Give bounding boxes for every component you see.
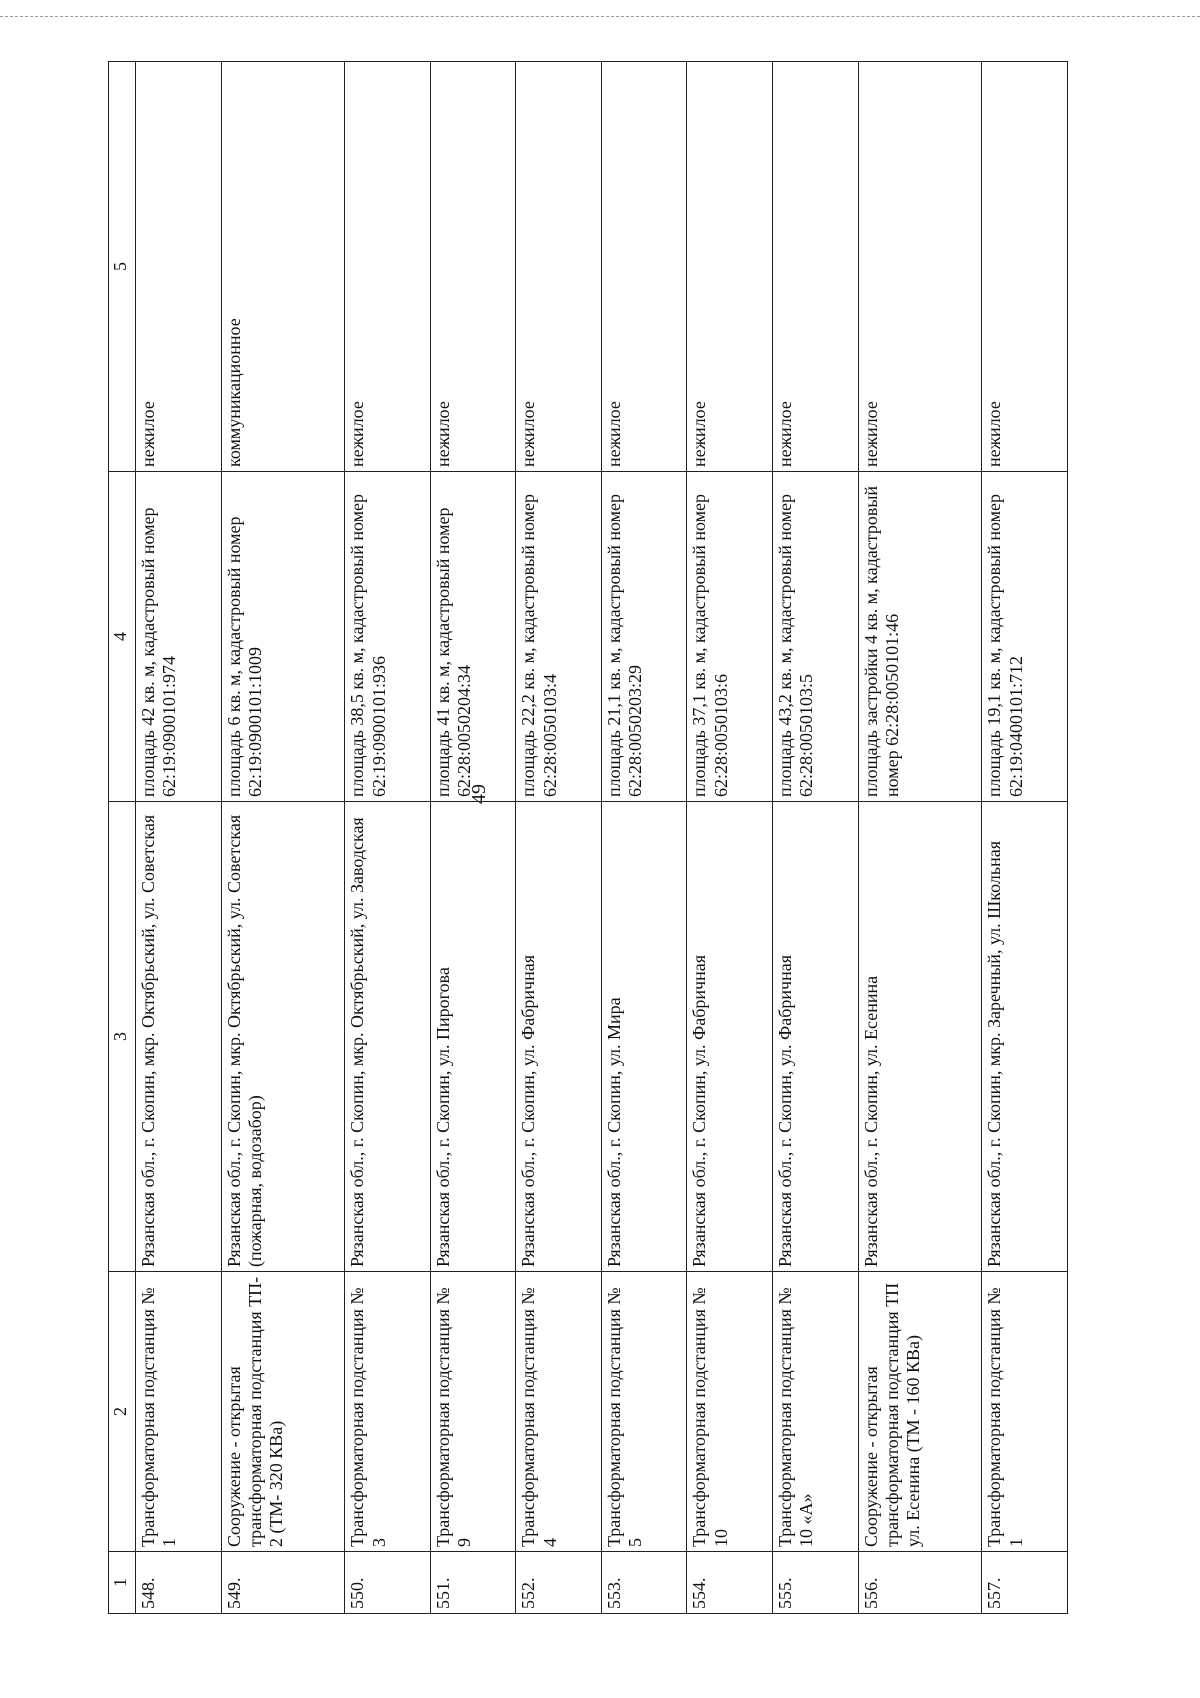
object-name: Трансформаторная подстанция № 1 xyxy=(982,1272,1068,1552)
object-details: площадь 37,1 кв. м, кадастровый номер 62:28:0050103:6 xyxy=(687,472,773,802)
column-header-4: 4 xyxy=(109,472,136,802)
object-name: Трансформаторная подстанция № 10 xyxy=(687,1272,773,1552)
object-address: Рязанская обл., г. Скопин, мкр. Октябрьский, ул. Советская (пожарная, водозабор) xyxy=(221,802,345,1272)
table-row xyxy=(430,62,516,1614)
object-type: нежилое xyxy=(773,62,859,472)
row-number: 555. xyxy=(773,1552,859,1614)
object-name: Трансформаторная подстанция № 5 xyxy=(601,1272,687,1552)
object-address: Рязанская обл., г. Скопин, ул. Фабричная xyxy=(516,802,602,1272)
row-number: 556. xyxy=(858,1552,982,1614)
table-header-row xyxy=(109,62,136,1614)
object-type: нежилое xyxy=(982,62,1068,472)
object-name: Трансформаторная подстанция № 1 xyxy=(136,1272,222,1552)
object-type: нежилое xyxy=(687,62,773,472)
table-row xyxy=(601,62,687,1614)
object-type: нежилое xyxy=(858,62,982,472)
object-details: площадь 43,2 кв. м, кадастровый номер 62:28:0050103:5 xyxy=(773,472,859,802)
row-number: 553. xyxy=(601,1552,687,1614)
object-details: площадь 6 кв. м, кадастровый номер 62:19:0900101:1009 xyxy=(221,472,345,802)
object-address: Рязанская обл., г. Скопин, мкр. Заречный, ул. Школьная xyxy=(982,802,1068,1272)
column-header-2: 2 xyxy=(109,1272,136,1552)
object-type: коммуникационное xyxy=(221,62,345,472)
column-header-1: 1 xyxy=(109,1552,136,1614)
row-number: 548. xyxy=(136,1552,222,1614)
table-row xyxy=(136,62,222,1614)
object-type: нежилое xyxy=(430,62,516,472)
object-name: Трансформаторная подстанция № 9 xyxy=(430,1272,516,1552)
table-row xyxy=(773,62,859,1614)
row-number: 557. xyxy=(982,1552,1068,1614)
object-address: Рязанская обл., г. Скопин, мкр. Октябрьский, ул. Советская xyxy=(136,802,222,1272)
table-row xyxy=(858,62,982,1614)
object-name: Сооружение - открытая трансформаторная подстанция ТП ул. Есенина (ТМ - 160 КВа) xyxy=(858,1272,982,1552)
column-header-3: 3 xyxy=(109,802,136,1272)
object-address: Рязанская обл., г. Скопин, ул. Фабричная xyxy=(773,802,859,1272)
column-header-5: 5 xyxy=(109,62,136,472)
object-details: площадь 22,2 кв. м, кадастровый номер 62:28:0050103:4 xyxy=(516,472,602,802)
object-address: Рязанская обл., г. Скопин, ул. Пирогова xyxy=(430,802,516,1272)
object-name: Трансформаторная подстанция № 4 xyxy=(516,1272,602,1552)
object-name: Трансформаторная подстанция № 3 xyxy=(345,1272,431,1552)
table-row xyxy=(516,62,602,1614)
row-number: 550. xyxy=(345,1552,431,1614)
object-address: Рязанская обл., г. Скопин, ул. Мира xyxy=(601,802,687,1272)
object-type: нежилое xyxy=(345,62,431,472)
object-address: Рязанская обл., г. Скопин, ул. Фабричная xyxy=(687,802,773,1272)
object-details: площадь 38,5 кв. м, кадастровый номер 62:19:0900101:936 xyxy=(345,472,431,802)
table-row xyxy=(345,62,431,1614)
row-number: 552. xyxy=(516,1552,602,1614)
object-details: площадь 21,1 кв. м, кадастровый номер 62:28:0050203:29 xyxy=(601,472,687,802)
row-number: 551. xyxy=(430,1552,516,1614)
object-address: Рязанская обл., г. Скопин, ул. Есенина xyxy=(858,802,982,1272)
table-row xyxy=(221,62,345,1614)
object-details: площадь 41 кв. м, кадастровый номер 62:28:0050204:34 xyxy=(430,472,516,802)
row-number: 554. xyxy=(687,1552,773,1614)
object-details: площадь застройки 4 кв. м, кадастровый номер 62:28:0050101:46 xyxy=(858,472,982,802)
object-type: нежилое xyxy=(516,62,602,472)
property-table xyxy=(108,61,1068,1614)
page-number: 49 xyxy=(468,784,490,804)
table-row xyxy=(982,62,1068,1614)
row-number: 549. xyxy=(221,1552,345,1614)
object-type: нежилое xyxy=(136,62,222,472)
rotated-table-wrapper xyxy=(108,62,1068,1614)
object-name: Сооружение - открытая трансформаторная подстанция ТП- 2 (ТМ- 320 КВа) xyxy=(221,1272,345,1552)
object-details: площадь 19,1 кв. м, кадастровый номер 62:19:0400101:712 xyxy=(982,472,1068,802)
object-name: Трансформаторная подстанция № 10 «А» xyxy=(773,1272,859,1552)
table-row xyxy=(687,62,773,1614)
object-address: Рязанская обл., г. Скопин, мкр. Октябрьский, ул. Заводская xyxy=(345,802,431,1272)
scan-edge-line xyxy=(0,16,1200,17)
object-type: нежилое xyxy=(601,62,687,472)
object-details: площадь 42 кв. м, кадастровый номер 62:19:0900101:974 xyxy=(136,472,222,802)
